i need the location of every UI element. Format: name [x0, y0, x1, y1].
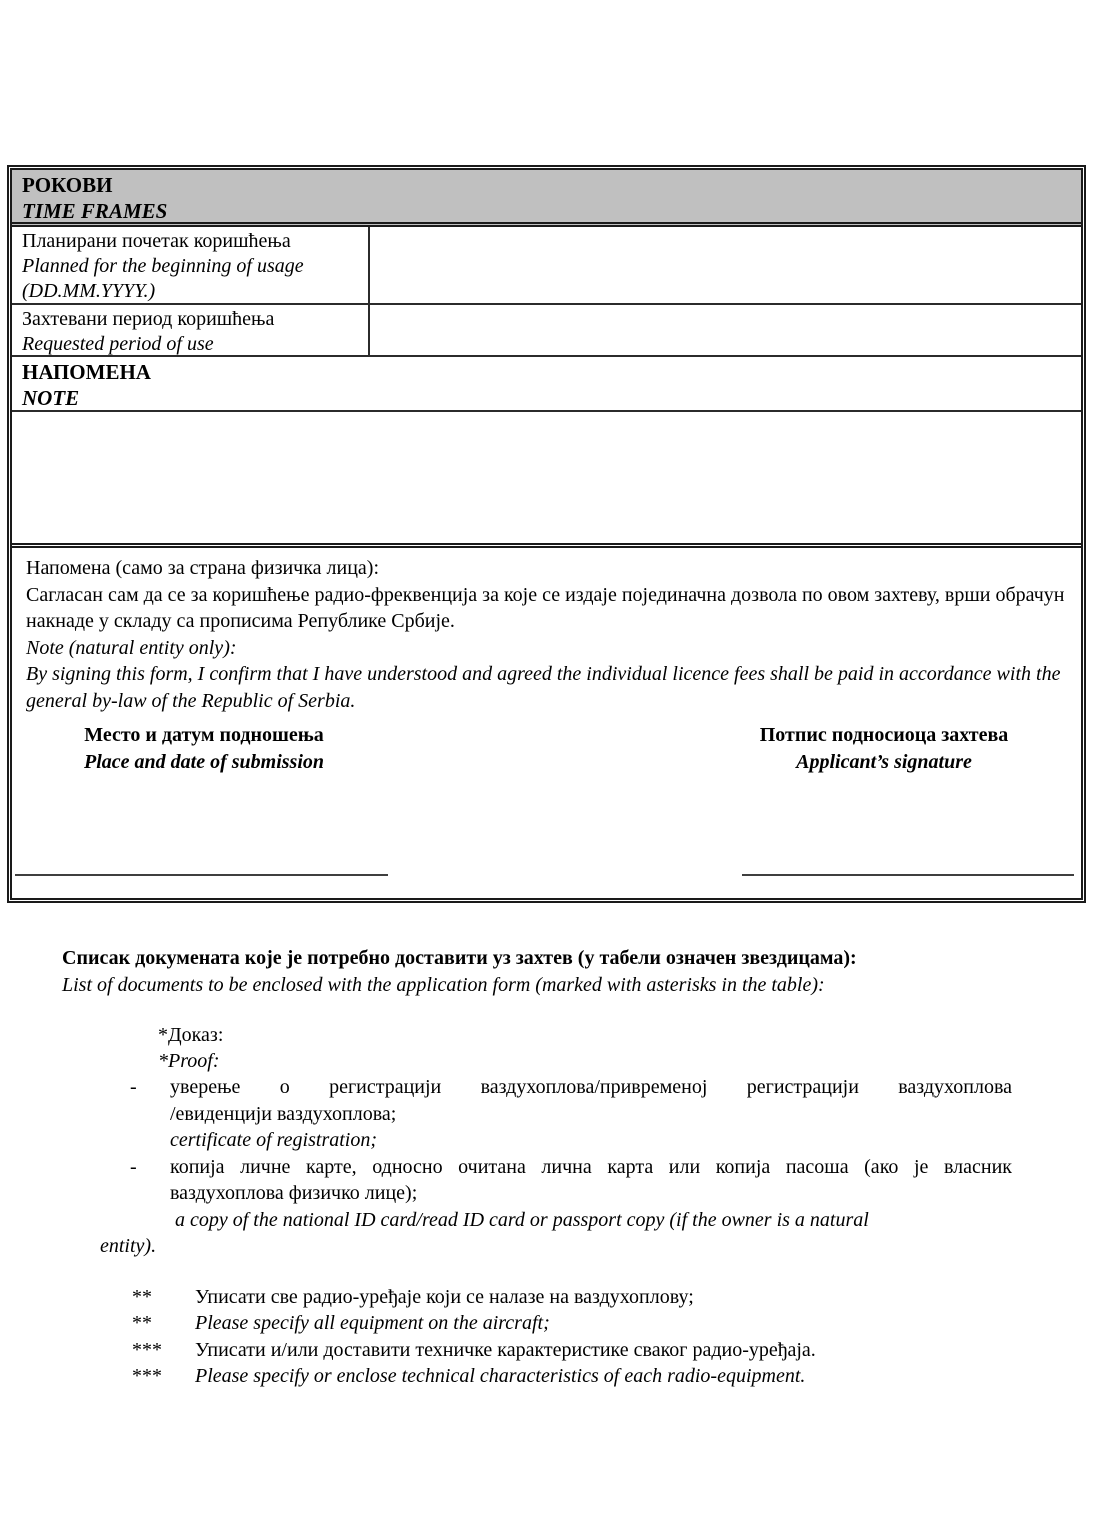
declaration-body-sr: Сагласан сам да се за коришћење радио-фреквенција за које се издаје појединачна дозвола по овом захтеву, врши обрачун накнаде у складу са прописима Републике Србије.	[26, 583, 1065, 632]
place-date-label-block	[54, 722, 354, 776]
note-title-sr: НАПОМЕНА	[22, 360, 151, 384]
place-date-label-en: Place and date of submission	[83, 751, 324, 773]
note-input-cell[interactable]	[12, 412, 1081, 548]
id-copy-text-sr-line1: копија личне карте, односно очитана лична карта или копија пасоша (ако је власник	[170, 1155, 1012, 1178]
id-copy-text-sr-line2: ваздухоплова физичко лице);	[170, 1182, 418, 1204]
planned-start-label-en: Planned for the beginning of usage	[22, 255, 304, 277]
asterisk-marker: **	[132, 1312, 152, 1334]
planned-start-label-sr: Планирани почетак коришћења	[22, 230, 291, 252]
document-item-registration-text	[170, 1074, 1012, 1154]
proof-label-sr: *Доказ:	[158, 1024, 224, 1046]
document-item-registration	[130, 1074, 1093, 1154]
asterisk-marker: ***	[132, 1365, 162, 1387]
registration-text-sr-line2: /евиденцији ваздухоплова;	[170, 1102, 397, 1125]
note-title-en: NOTE	[22, 386, 80, 410]
asterisk-note-row	[132, 1284, 1093, 1311]
requested-period-input-cell[interactable]	[370, 305, 1081, 355]
place-date-signature-line[interactable]	[15, 874, 388, 876]
time-frames-title-sr: РОКОВИ	[22, 173, 113, 197]
declaration-note-label-sr: Напомена (само за страна физичка лица):	[26, 557, 379, 579]
registration-text-sr-line1: уверење о регистрацији ваздухоплова/привременој регистрацији ваздухоплова	[170, 1076, 1012, 1098]
requested-period-label-sr: Захтевани период коришћења	[22, 308, 275, 330]
requested-period-label	[12, 305, 370, 355]
asterisk-marker: ***	[132, 1338, 162, 1361]
document-item-id-copy-text	[100, 1154, 1012, 1260]
documents-section	[0, 945, 1093, 1390]
documents-heading-en: List of documents to be enclosed with the application form (marked with asterisks in the table):	[62, 974, 825, 996]
form-table	[7, 165, 1086, 903]
requested-period-row	[12, 305, 1081, 357]
applicant-signature-label-sr: Потпис подносиоца захтева	[759, 724, 1009, 746]
requested-period-label-en: Requested period of use	[22, 333, 214, 355]
planned-start-date-format: (DD.MM.YYYY.)	[22, 280, 156, 302]
declaration-note-label-en: Note (natural entity only):	[26, 636, 237, 659]
registration-text-en: certificate of registration;	[170, 1129, 378, 1151]
proof-label-en: *Proof:	[158, 1050, 220, 1072]
asterisk-note-row	[132, 1310, 1093, 1337]
documents-heading-sr: Списак докумената које је потребно доставити уз захтев (у табели означен звездицама):	[62, 947, 857, 969]
time-frames-section-header	[12, 170, 1081, 227]
asterisk-note-text-sr: Уписати све радио-уређаје који се налазе на ваздухоплову;	[195, 1285, 694, 1308]
planned-start-input-cell[interactable]	[370, 227, 1081, 303]
asterisk-note-row	[132, 1337, 1093, 1364]
bullet-dash-marker: -	[130, 1076, 137, 1098]
place-date-label-sr: Место и датум подношења	[84, 724, 324, 746]
applicant-signature-line[interactable]	[742, 874, 1074, 876]
id-copy-text-en-line1: a copy of the national ID card/read ID card or passport copy (if the owner is a natural	[175, 1208, 869, 1231]
asterisk-note-text-sr: Уписати и/или доставити техничке карактеристике сваког радио-уређаја.	[195, 1338, 816, 1361]
asterisk-notes	[0, 1284, 1093, 1390]
asterisk-note-text-en: Please specify or enclose technical characteristics of each radio-equipment.	[195, 1365, 806, 1387]
document-item-id-copy	[100, 1154, 1093, 1260]
declaration-area	[12, 548, 1081, 898]
applicant-signature-label-en: Applicant’s signature	[796, 751, 972, 773]
asterisk-marker: **	[132, 1285, 152, 1308]
time-frames-title-en: TIME FRAMES	[22, 199, 168, 223]
proof-label-block	[158, 1022, 1093, 1074]
planned-start-label	[12, 227, 370, 303]
bullet-dash-marker: -	[130, 1155, 137, 1178]
applicant-signature-label-block	[734, 722, 1034, 776]
note-section-header	[12, 357, 1081, 412]
asterisk-note-text-en: Please specify all equipment on the aircraft;	[195, 1312, 550, 1334]
planned-start-row	[12, 227, 1081, 305]
declaration-body-en: By signing this form, I confirm that I have understood and agreed the individual licence fees shall be paid in accordance with the general by-law of the Republic of Serbia.	[26, 663, 1061, 712]
id-copy-text-en-line2: entity).	[100, 1235, 157, 1257]
asterisk-note-row	[132, 1363, 1093, 1390]
